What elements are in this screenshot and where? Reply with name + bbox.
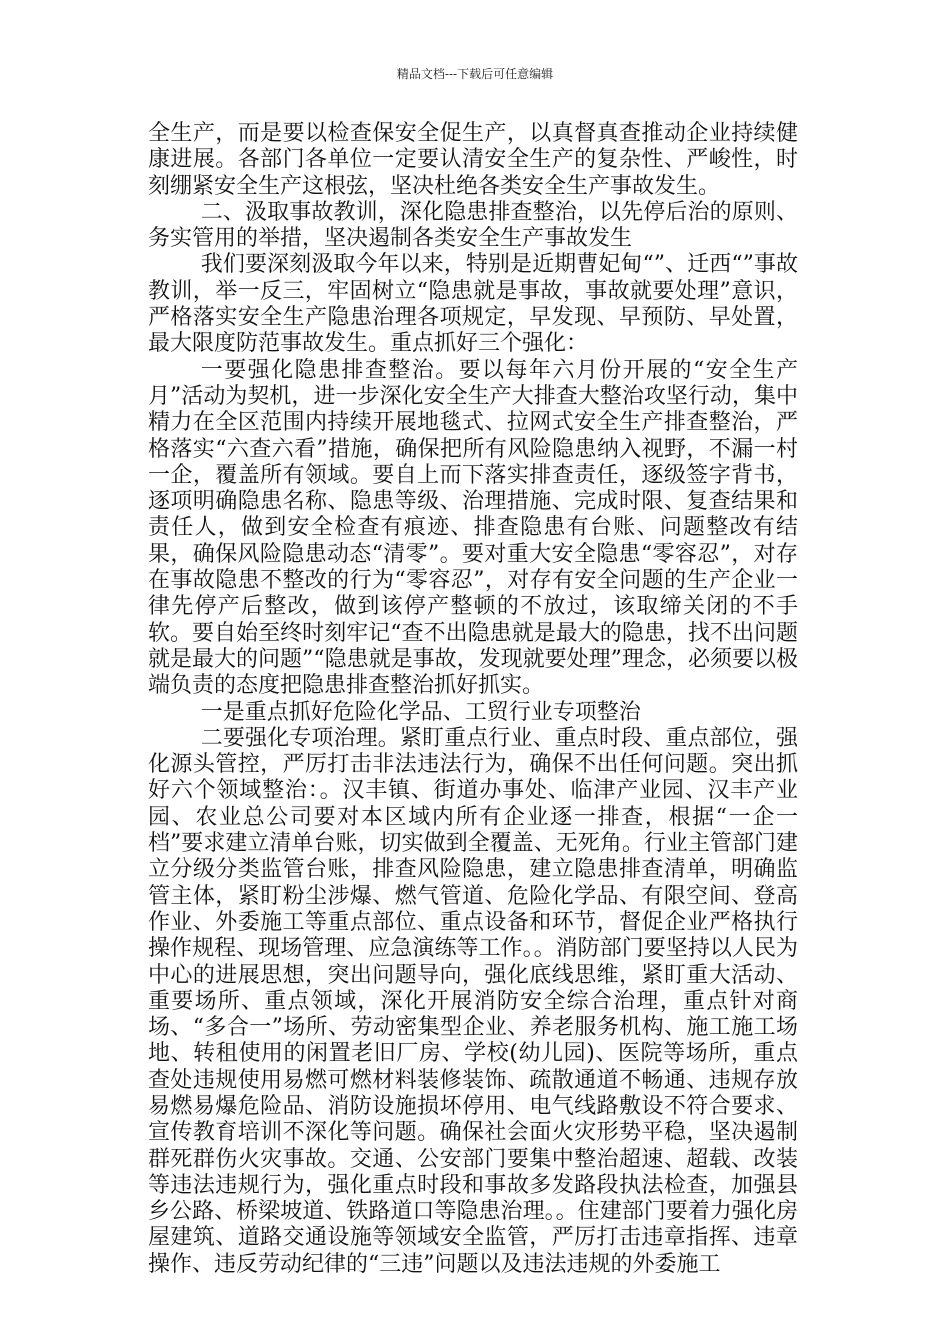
page-header: 精品文档---下载后可任意编辑 xyxy=(396,67,554,81)
section-heading-two: 二、汲取事故教训，深化隐患排查整治，以先停后治的原则、务实管用的举措，坚决遏制各类安全生产事故发生 xyxy=(148,199,798,252)
document-body xyxy=(148,121,798,1278)
paragraph-continued: 全生产，而是要以检查保安全促生产，以真督真查推动企业持续健康进展。各部门各单位一定要认清安全生产的复杂性、严峻性，时刻绷紧安全生产这根弦，坚决杜绝各类安全生产事故发生。 xyxy=(148,121,798,199)
paragraph-special-governance: 二要强化专项治理。紧盯重点行业、重点时段、重点部位，强化源头管控，严厉打击非法违法行为，确保不出任何问题。突出抓好六个领域整治：。汉丰镇、街道办事处、临津产业园、汉丰产业园、农业总公司要对本区域内所有企业逐一排查，根据“一企一档”要求建立清单台账，切实做到全覆盖、无死角。行业主管部门建立分级分类监管台账，排查风险隐患，建立隐患排查清单，明确监管主体，紧盯粉尘涉爆、燃气管道、危险化学品、有限空间、登高作业、外委施工等重点部位、重点设备和环节，督促企业严格执行操作规程、现场管理、应急演练等工作。。消防部门要坚持以人民为中心的进展思想，突出问题导向，强化底线思维，紧盯重大活动、重要场所、重点领域，深化开展消防安全综合治理，重点针对商场、“多合一”场所、劳动密集型企业、养老服务机构、施工施工场地、转租使用的闲置老旧厂房、学校(幼儿园)、医院等场所，重点查处违规使用易燃可燃材料装修装饰、疏散通道不畅通、违规存放易燃易爆危险品、消防设施损坏停用、电气线路敷设不符合要求、宣传教育培训不深化等问题。确保社会面火灾形势平稳，坚决遏制群死群伤火灾事故。交通、公安部门要集中整治超速、超载、改装等违法违规行为，强化重点时段和事故多发路段执法检查，加强县乡公路、桥梁坡道、铁路道口等隐患治理。。住建部门要着力强化房屋建筑、道路交通设施等领域安全监管，严厉打击违章指挥、违章操作、违反劳动纪律的“三违”问题以及违法违规的外委施工 xyxy=(148,725,798,1277)
paragraph-hidden-danger: 一要强化隐患排查整治。要以每年六月份开展的“安全生产月”活动为契机，进一步深化安全生产大排查大整治攻坚行动，集中精力在全区范围内持续开展地毯式、拉网式安全生产排查整治，严格落实“六查六看”措施，确保把所有风险隐患纳入视野，不漏一村一企，覆盖所有领域。要自上而下落实排查责任，逐级签字背书，逐项明确隐患名称、隐患等级、治理措施、完成时限、复查结果和责任人，做到安全检查有痕迹、排查隐患有台账、问题整改有结果，确保风险隐患动态“清零”。要对重大安全隐患“零容忍”，对存在事故隐患不整改的行为“零容忍”，对存有安全问题的生产企业一律先停产后整改，做到该停产整顿的不放过，该取缔关闭的不手软。要自始至终时刻牢记“查不出隐患就是最大的隐患，找不出问题就是最大的问题”“隐患就是事故，发现就要处理”理念，必须要以极端负责的态度把隐患排查整治抓好抓实。 xyxy=(148,357,798,699)
paragraph-lessons: 我们要深刻汲取今年以来，特别是近期曹妃甸“”、迁西“”事故教训，举一反三，牢固树立“隐患就是事故，事故就要处理”意识，严格落实安全生产隐患治理各项规定，早发现、早预防、早处置，最大限度防范事故发生。重点抓好三个强化： xyxy=(148,252,798,357)
subheading-hazardous-chemicals: 一是重点抓好危险化学品、工贸行业专项整治 xyxy=(200,699,641,725)
